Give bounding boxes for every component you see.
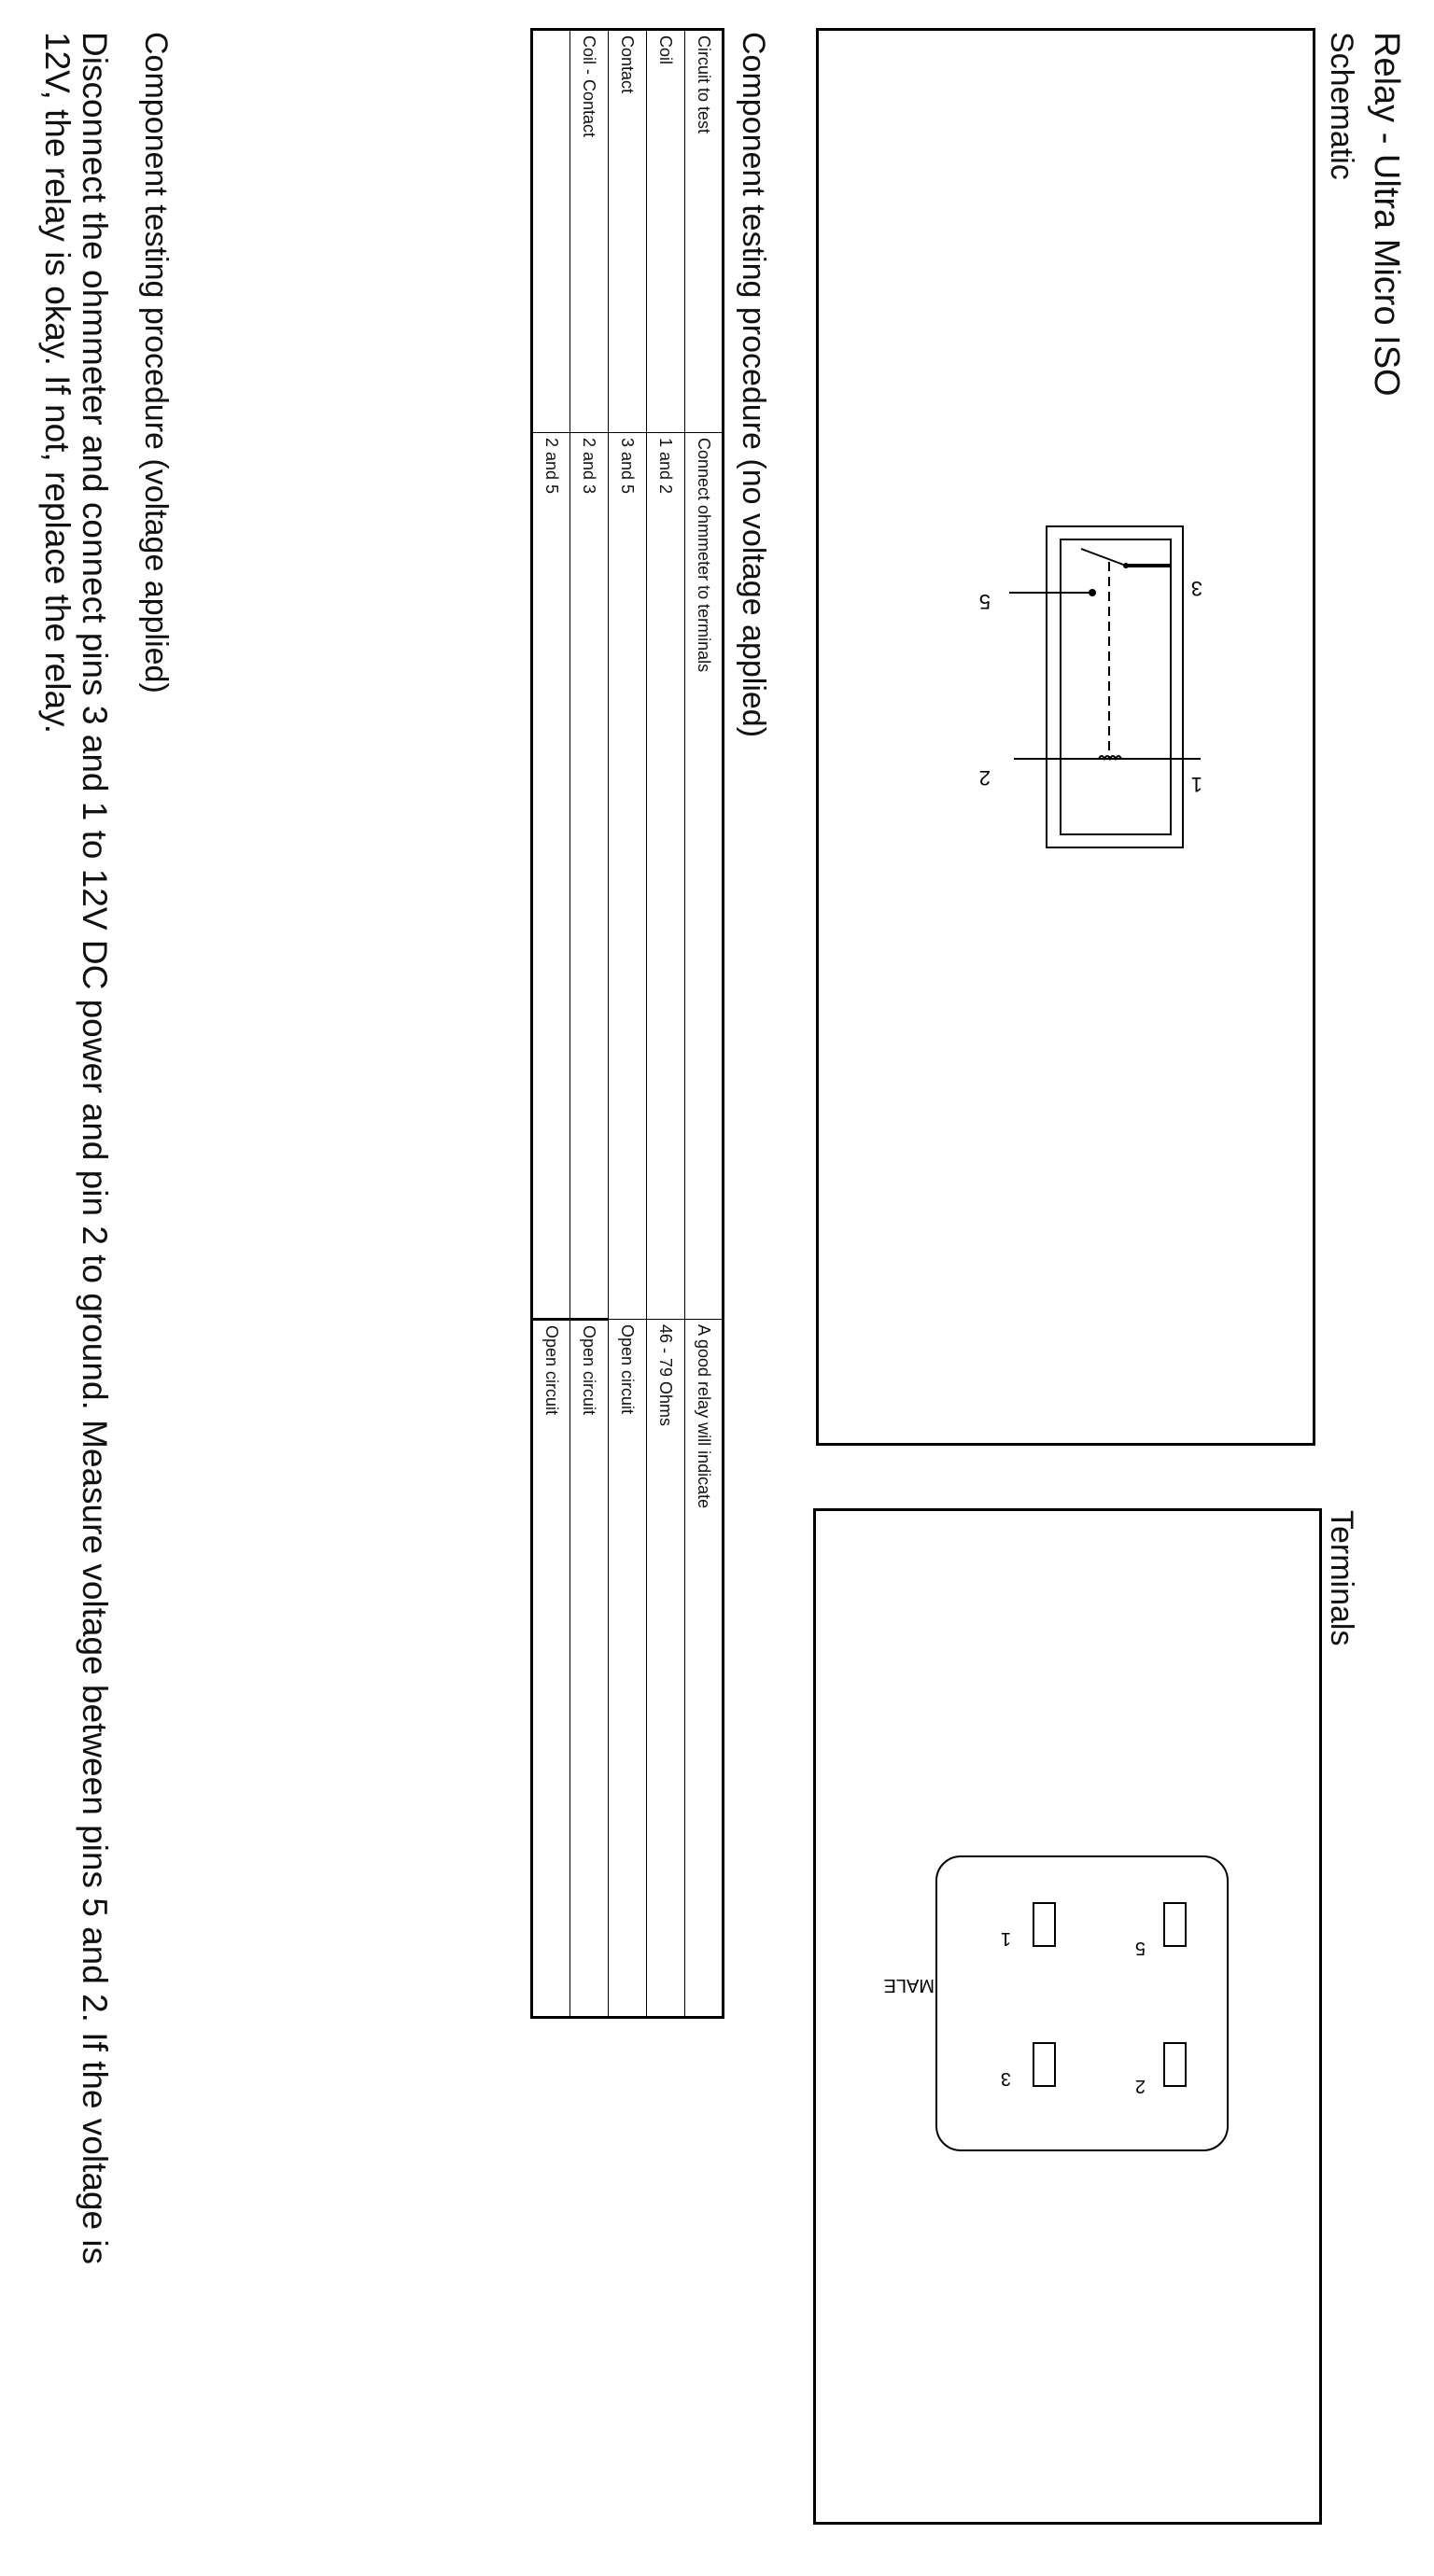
table-row <box>570 30 609 2018</box>
terminal-label-5: 5 <box>1134 1938 1146 1958</box>
table-cell: 46 - 79 Ohms <box>647 1320 685 2018</box>
table-cell: 2 and 5 <box>532 433 570 1320</box>
table-cell: 3 and 5 <box>609 433 647 1320</box>
table-cell: Open circuit <box>609 1320 647 2018</box>
voltage-test-heading: Component testing procedure (voltage applied) <box>138 32 174 693</box>
table-cell: Open circuit <box>570 1320 609 2018</box>
table-cell: 2 and 3 <box>570 433 609 1320</box>
pin-label-1: 1 <box>1190 773 1202 796</box>
terminal-1 <box>1033 1903 1055 1946</box>
terminals-diagram <box>816 1511 1319 2522</box>
schematic-panel <box>816 28 1315 1446</box>
table-row <box>532 30 570 2018</box>
relay-inner-case <box>1061 539 1171 834</box>
pin-label-5: 5 <box>978 590 991 613</box>
terminal-label-1: 1 <box>1000 1928 1011 1949</box>
table-cell <box>532 30 570 433</box>
relay-outer-case <box>1047 526 1183 847</box>
table-row <box>609 30 647 2018</box>
table-header-row <box>685 30 724 2018</box>
voltage-test-instructions: Disconnect the ohmmeter and connect pins 3 and 1 to 12V DC power and pin 2 to ground. Measure voltage between pins 5 and 2. If the voltage is 12V, the relay is okay. If not, replace the relay. <box>38 32 114 2265</box>
table-row <box>647 30 685 2018</box>
table-cell: Coil - Contact <box>570 30 609 433</box>
table-cell: Contact <box>609 30 647 433</box>
table-cell: Open circuit <box>532 1320 570 2018</box>
terminal-2 <box>1164 2043 1186 2086</box>
table-header-cell: A good relay will indicate <box>685 1320 724 2018</box>
resistance-test-table <box>530 28 724 2019</box>
terminal-3 <box>1033 2043 1055 2086</box>
terminal-5 <box>1164 1903 1186 1946</box>
terminal-label-3: 3 <box>1000 2068 1011 2089</box>
table-header-cell: Connect ohmmeter to terminals <box>685 433 724 1320</box>
pin-label-3: 3 <box>1190 577 1202 600</box>
relay-schematic-diagram <box>819 31 1313 1443</box>
terminal-label-2: 2 <box>1134 2076 1146 2096</box>
connector-outline <box>936 1856 1228 2150</box>
pin-label-2: 2 <box>978 766 991 790</box>
table-cell: 1 and 2 <box>647 433 685 1320</box>
no-voltage-test-heading: Component testing procedure (no voltage applied) <box>736 32 771 738</box>
table-header-cell: Circuit to test <box>685 30 724 433</box>
switch-blade <box>1081 549 1126 566</box>
schematic-heading: Schematic <box>1324 32 1359 180</box>
terminals-heading: Terminals <box>1324 1510 1359 1646</box>
terminals-panel <box>813 1508 1322 2525</box>
connector-gender-label: MALE <box>883 1975 935 1995</box>
page-title: Relay - Ultra Micro ISO <box>1367 32 1406 397</box>
table-cell: Coil <box>647 30 685 433</box>
